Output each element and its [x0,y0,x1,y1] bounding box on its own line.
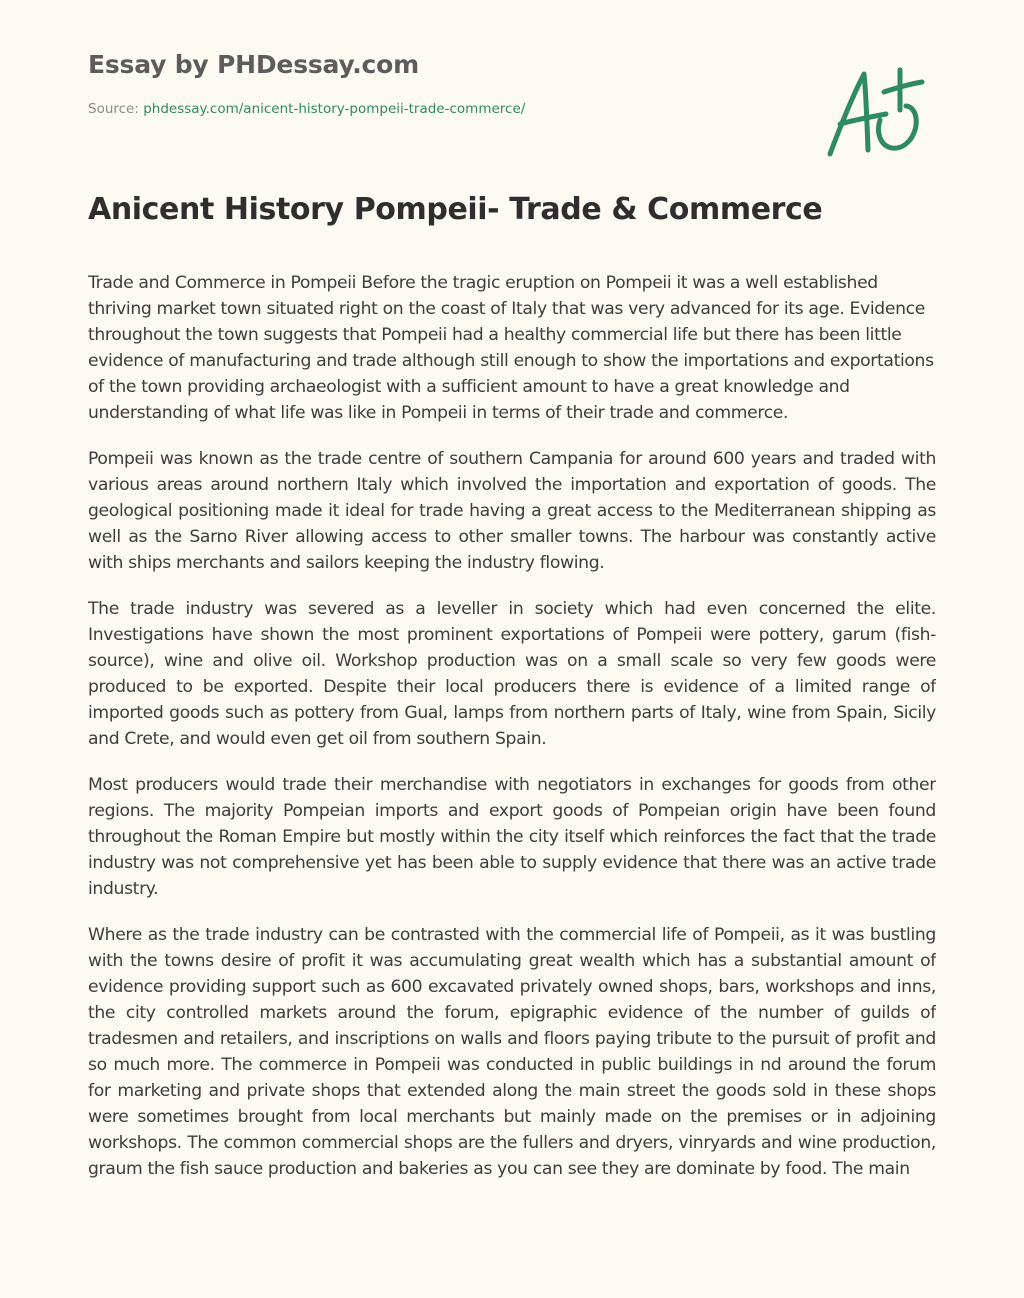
essay-body [88,270,936,1251]
site-brand: Essay by PHDessay.com [88,50,419,79]
essay-paragraph-5: Where as the trade industry can be contrasted with the commercial life of Pompeii, as it was bustling with the towns desire of profit it was accumulating great wealth which has a substantial amount of evidence providing support such as 600 excavated privately owned shops, bars, workshops and inns, the city controlled markets around the forum, epigraphic evidence of the number of guilds of tradesmen and retailers, and inscriptions on walls and floors paying tribute to the pursuit of profit and so much more. The commerce in Pompeii was conducted in public buildings in nd around the forum for marketing and private shops that extended along the main street the goods sold in these shops were sometimes brought from local merchants but mainly made on the premises or in adjoining workshops. The common commercial shops are the fullers and dryers, vinryards and wine production, graum the fish sauce production and bakeries as you can see they are dominate by food. The main [88,925,936,1179]
essay-paragraph-1: Trade and Commerce in Pompeii Before the tragic eruption on Pompeii it was a well established thriving market town situated right on the coast of Italy that was very advanced for its age. Evidence throughout the town suggests that Pompeii had a healthy commercial life but there has been little evidence of manufacturing and trade although still enough to show the importations and exportations of the town providing archaeologist with a sufficient amount to have a great knowledge and understanding of what life was like in Pompeii in terms of their trade and commerce. [88,273,934,423]
source-link[interactable]: phdessay.com/anicent-history-pompeii-trade-commerce/ [143,101,526,117]
source-label: Source: [88,101,144,117]
essay-paragraph-4: Most producers would trade their merchandise with negotiators in exchanges for goods from other regions. The majority Pompeian imports and export goods of Pompeian origin have been found throughout the Roman Empire but mostly within the city itself which reinforces the fact that the trade industry was not comprehensive yet has been able to supply evidence that there was an active trade industry. [88,775,936,899]
essay-title: Anicent History Pompeii- Trade & Commerce [88,192,823,227]
essay-paragraph-3: The trade industry was severed as a leveller in society which had even concerned the elite. Investigations have shown the most prominent exportations of Pompeii were pottery, garum (fish-source), wine and olive oil. Workshop production was on a small scale so very few goods were produced to be exported. Despite their local producers there is evidence of a limited range of imported goods such as pottery from Gual, lamps from northern parts of Italy, wine from Spain, Sicily and Crete, and would even get oil from southern Spain. [88,599,936,749]
essay-paragraph-2: Pompeii was known as the trade centre of southern Campania for around 600 years and traded with various areas around northern Italy which involved the importation and exportation of goods. The geological positioning made it ideal for trade having a great access to the Mediterranean shipping as well as the Sarno River allowing access to other smaller towns. The harbour was constantly active with ships merchants and sailors keeping the industry flowing. [88,449,936,573]
source-line [88,101,525,117]
a-plus-logo-icon [820,62,930,162]
